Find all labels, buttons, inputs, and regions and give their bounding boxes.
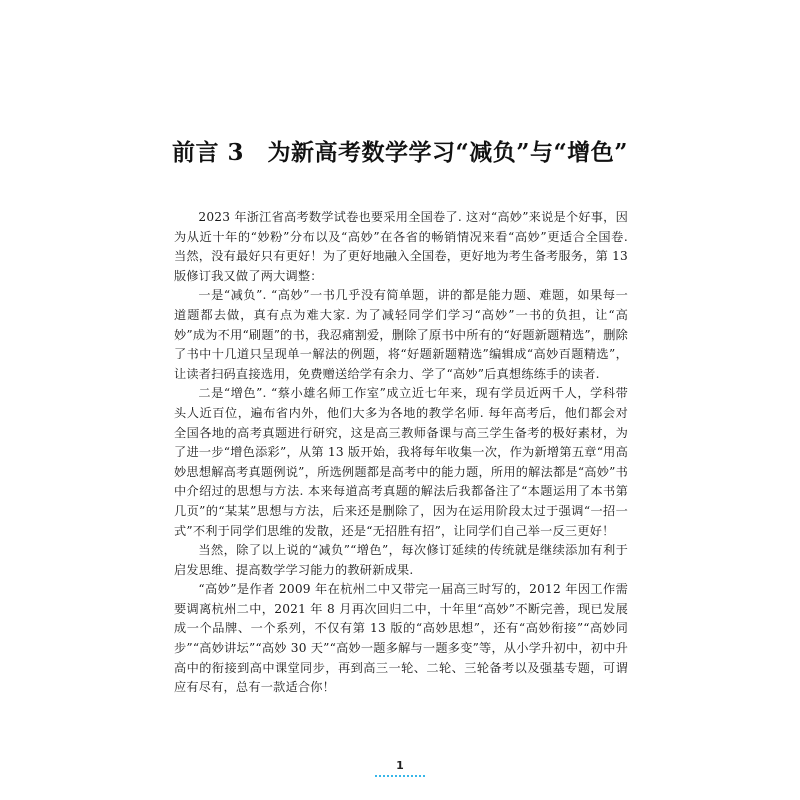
preface-body [174,208,628,698]
paragraph-history: “高妙”是作者 2009 年在杭州二中又带完一届高三时写的，2012 年因工作需要调离杭州二中，2021 年 8 月再次回归二中，十年里“高妙”不断完善，现已发展成一个品牌、一个系列，不仅有第 13 版的“高妙思想”，还有“高妙衔接”“高妙同步”“高妙讲坛”“高妙 30 天”“高妙一题多解与一题多变”等，从小学升初中，初中升高中的衔接到高中课堂同步，再到高三一轮、二轮、三轮备考以及强基专题，可谓应有尽有，总有一款适合你！ [174,582,628,695]
page-title: 前言 3 为新高考数学学习“减负”与“增色” [172,139,628,167]
paragraph-intro: 2023 年浙江省高考数学试卷也要采用全国卷了. 这对“高妙”来说是个好事，因为从近十年的“妙粉”分布以及“高妙”在各省的畅销情况来看“高妙”更适合全国卷. 当然，没有最好只有更好！为了更好地融入全国卷，更好地为考生备考服务，第 13 版修订我又做了两大调整： [174,210,628,283]
paragraph-reduce-burden: 一是“减负”. “高妙”一书几乎没有简单题，讲的都是能力题、难题，如果每一道题都去做，真有点为难大家. 为了减轻同学们学习“高妙”一书的负担，让“高妙”成为不用“刷题”的书，我忍痛割爱，删除了原书中所有的“好题新题精选”，删除了书中十几道只呈现单一解法的例题，将“好题新题精选”编辑成“高妙百题精选”，让读者扫码直接选用，免费赠送给学有余力、学了“高妙”后真想练练手的读者. [174,288,628,381]
page-number-rule [375,775,425,777]
page-number: 1 [396,759,404,772]
paragraph-add-color: 二是“增色”. “蔡小雄名师工作室”成立近七年来，现有学员近两千人，学科带头人近百位，遍布省内外，他们大多为各地的教学名师. 每年高考后，他们都会对全国各地的高考真题进行研究，这是高三教师备课与高三学生备考的极好素材，为了进一步“增色添彩”，从第 13 版开始，我将每年收集一次，作为新增第五章“用高妙思想解高考真题例说”，所选例题都是高考中的能力题，所用的解法都是“高妙”书中介绍过的思想与方法. 本来每道高考真题的解法后我都备注了“本题运用了本书第几页”的“某某”思想与方法，后来还是删除了，因为在运用阶段太过于强调“一招一式”不利于同学们思维的发散，还是“无招胜有招”，让同学们自己举一反三更好！ [174,386,628,538]
paragraph-tradition: 当然，除了以上说的“减负”“增色”，每次修订延续的传统就是继续添加有利于启发思维、提高数学学习能力的教研新成果. [174,543,628,577]
page-footer [0,760,800,777]
